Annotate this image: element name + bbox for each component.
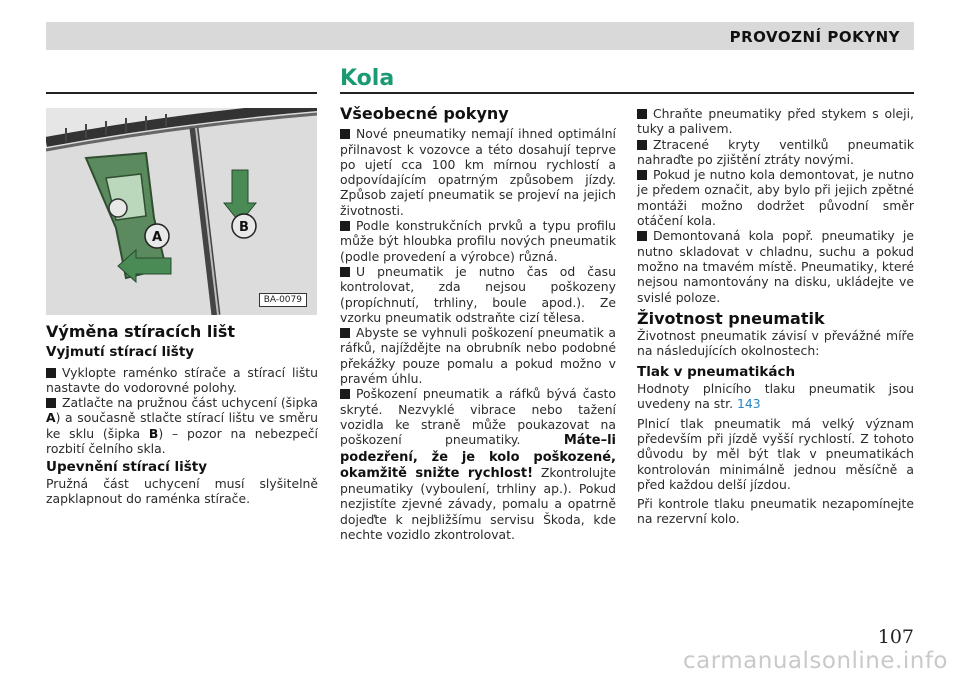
bullet-square-icon: [340, 221, 350, 231]
bullet-square-icon: [340, 389, 350, 399]
chapter-title: Kola: [340, 66, 395, 91]
bullet-square-icon: [340, 129, 350, 139]
paragraph: U pneumatik je nutno čas od času kontrolovat, zda nejsou poškozeny (propíchnutí, trhliny, boule apod.). Ze vzorku pneumatik odstraňte cizí tělesa.: [340, 263, 616, 325]
paragraph: Zatlačte na pružnou část uchycení (šipka A) a současně stlačte stírací lištu ve směru ke sklu (šipka B) – pozor na nebezpečí rozbití čelního skla.: [46, 395, 318, 457]
paragraph: Životnost pneumatik závisí v převážné míře na následujících okolnostech:: [637, 328, 914, 359]
page-number: 107: [877, 626, 914, 648]
marker-a: A: [152, 230, 163, 245]
column-middle: [340, 106, 616, 542]
paragraph: Abyste se vyhnuli poškození pneumatik a ráfků, najíždějte na obrubník nebo podobné překážky pouze pomalu a pokud možno v pravém úhlu.: [340, 325, 616, 387]
wiper-illustration: [46, 108, 317, 315]
paragraph: Nové pneumatiky nemají ihned optimální přilnavost k vozovce a této dosahují teprve po ujetí cca 100 km mírnou rychlostí a odpovídajícím opatrným způsobem jízdy. Způsob zajetí pneumatik se projeví na jejich životnosti.: [340, 126, 616, 218]
column-right: [637, 106, 914, 527]
paragraph: Při kontrole tlaku pneumatik nezapomínejte na rezervní kolo.: [637, 496, 914, 527]
bullet-square-icon: [46, 398, 56, 408]
wiper-heading: Výměna stíracích lišt: [46, 322, 235, 341]
paragraph: Plnicí tlak pneumatik má velký význam především při jízdě vyšší rychlostí. Z tohoto důvodu by měl být tlak v pneumatikách kontrolován minimálně jednou měsíčně a před každou delší jízdou.: [637, 415, 914, 492]
bullet-square-icon: [340, 267, 350, 277]
paragraph: Chraňte pneumatiky před stykem s oleji, tuky a palivem.: [637, 106, 914, 137]
bullet-square-icon: [637, 109, 647, 119]
watermark: carmanualsonline.info: [682, 648, 948, 674]
paragraph: Hodnoty plnicího tlaku pneumatik jsou uvedeny na str. 143: [637, 381, 914, 412]
paragraph: Ztracené kryty ventilků pneumatik nahraďte po zjištění ztráty novými.: [637, 136, 914, 167]
paragraph: Podle konstrukčních prvků a typu profilu může být hloubka profilu nových pneumatik (podle provedení a výrobce) různá.: [340, 218, 616, 264]
left-rule: [46, 92, 317, 94]
attach-subheading: Upevnění stírací lišty: [46, 459, 208, 476]
general-heading: Všeobecné pokyny: [340, 104, 509, 123]
right-rule: [340, 92, 914, 94]
bullet-square-icon: [637, 170, 647, 180]
paragraph: Pokud je nutno kola demontovat, je nutno je předem označit, aby bylo při jejich zpětné montáži možno dodržet původní směr otáčení kola.: [637, 167, 914, 229]
header-bar: [46, 22, 914, 50]
bullet-square-icon: [637, 231, 647, 241]
bullet-square-icon: [637, 140, 647, 150]
lifetime-heading: Životnost pneumatik: [637, 308, 825, 328]
marker-b: B: [239, 220, 249, 235]
paragraph: Pružná část uchycení musí slyšitelně zapklapnout do raménka stírače.: [46, 475, 318, 506]
figure-label: BA-0079: [259, 293, 307, 307]
bullet-square-icon: [46, 368, 56, 378]
pressure-subheading: Tlak v pneumatikách: [637, 363, 796, 380]
remove-subheading: Vyjmutí stírací lišty: [46, 344, 195, 361]
page-reference-link[interactable]: 143: [736, 396, 761, 412]
paragraph: Vyklopte raménko stírače a stírací lištu nastavte do vodorovné polohy.: [46, 364, 318, 395]
paragraph: Demontovaná kola popř. pneumatiky je nutno skladovat v chladnu, suchu a pokud možno na tmavém místě. Pneumatiky, které nejsou namontovány na disku, ukládejte ve svislé poloze.: [637, 228, 914, 305]
paragraph: Poškození pneumatik a ráfků bývá často skryté. Nezvyklé vibrace nebo tažení vozidla ke straně může poukazovat na poškození pneumatiky. Máte–li podezření, že je kolo poškozené, okamžitě snižte rychlost! Zkontrolujte pneumatiky (vyboulení, trhliny ap.). Pokud nezjistíte zjevné závady, pomalu a opatrně dojeďte k nejbližšímu servisu Škoda, kde nechte vozidlo zkontrolovat.: [340, 386, 616, 543]
column-left: [46, 324, 318, 506]
bullet-square-icon: [340, 328, 350, 338]
section-title: PROVOZNÍ POKYNY: [729, 28, 900, 46]
warning-text: Máte–li podezření, že je kolo poškozené, okamžitě snižte rychlost!: [340, 433, 616, 481]
wiper-figure: [46, 108, 317, 315]
